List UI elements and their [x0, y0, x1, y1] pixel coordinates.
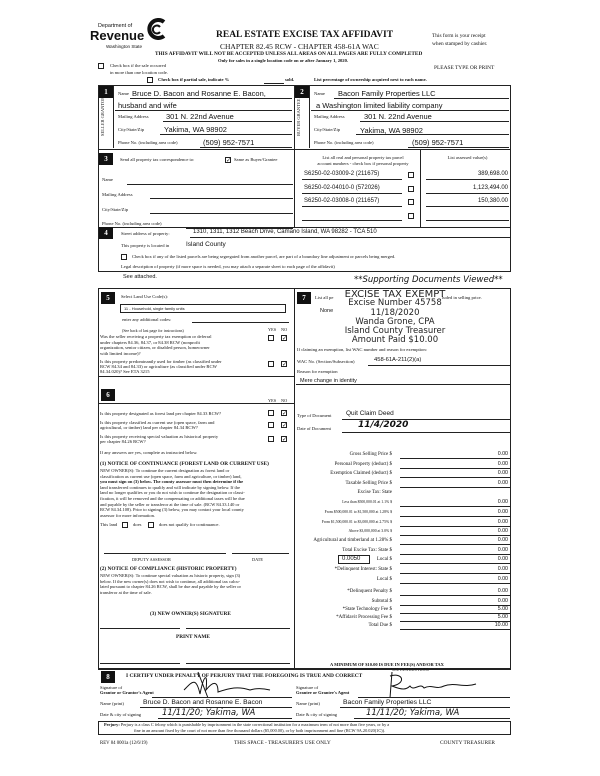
section-7-number: 7: [297, 292, 311, 304]
fee-line: [400, 506, 510, 507]
q-timber-yes[interactable]: [268, 361, 274, 367]
fee-label: Local $: [376, 557, 392, 562]
does-qualify-checkbox[interactable]: [122, 522, 128, 528]
grantee-signature-label: Signature of Grantee or Grantee's Agent: [296, 685, 350, 695]
fee-label: Less than $500,000.01 at 1.1% $: [342, 500, 392, 504]
fee-line: [400, 629, 510, 630]
assessed-value-field[interactable]: 1,123,494.00: [472, 184, 508, 191]
date-note: Only for sales in a single location code on or after January 1, 2020.: [218, 58, 349, 63]
doc-type-field[interactable]: Quit Claim Deed: [346, 410, 394, 417]
grantee-name-label: Name (print): [296, 701, 320, 706]
form-revision: REV 84 0001a (12/6/19): [100, 741, 148, 746]
buyer-mail-label: Mailing Address: [314, 114, 345, 119]
fee-value-field[interactable]: 0.00: [497, 528, 508, 534]
q-current-use-no[interactable]: ✓: [282, 422, 288, 429]
section-8-number: 8: [101, 671, 115, 683]
receipt-note: when stamped by cashier.: [432, 41, 488, 47]
fee-label: Local $: [376, 577, 392, 582]
q-forest: Is this property designated as forest land per chapter 84.33 RCW?: [100, 411, 222, 416]
new-owner-signature-label: (3) NEW OWNER(S) SIGNATURE: [150, 611, 231, 617]
print-name-label: PRINT NAME: [176, 634, 210, 640]
supporting-docs-stamp: **Supporting Documents Viewed**: [354, 275, 503, 285]
assessed-line: [426, 179, 509, 180]
assessor-date-field[interactable]: [232, 553, 289, 554]
parcel-line: [302, 193, 402, 194]
does-label: does: [133, 522, 142, 527]
perjury-notice: Perjury: Perjury is a class C felony which is punishable by imprisonment in the state correctional institution for a maximum term of not more than five years, or by a fine in an amount fixed by the court of not more than five thousand dollars ($5,000.00), or by both imprisonment and fine (RCW 9A.20.020(1C)).: [104, 722, 390, 733]
logo-icon: [146, 18, 168, 40]
fee-label: *Affidavit Processing Fee $: [336, 615, 392, 620]
fee-value-field[interactable]: 0.00: [497, 598, 508, 604]
fee-value-field[interactable]: 0.00: [497, 576, 508, 582]
additional-codes-label: enter any additional codes:: [122, 317, 172, 322]
partial-sale-checkbox[interactable]: [147, 77, 153, 83]
assessed-line: [426, 220, 509, 221]
fee-label: *State Technology Fee $: [342, 607, 392, 612]
reason-field[interactable]: Mere change in identity: [300, 378, 357, 384]
personal-property-checkbox[interactable]: [408, 186, 414, 192]
fee-line: [400, 535, 510, 536]
county-treasurer-label: COUNTY TREASURER: [440, 740, 495, 746]
parcel-line: [302, 220, 402, 221]
personal-property-checkbox[interactable]: [408, 213, 414, 219]
fee-label: Personal Property (deduct) $: [334, 462, 392, 467]
buyer-name-field-2[interactable]: a Washington limited liability company: [316, 101, 443, 110]
section-3-number: 3: [99, 153, 113, 165]
multi-location-label: in more than one location code.: [110, 70, 168, 75]
tax-name-label: Name: [102, 177, 113, 182]
percent-note: List percentage of ownership acquired next to each name.: [314, 77, 427, 82]
segregate-label: Check box if any of the listed parcels are being segregated from another parcel, are part of a boundary line adjustment or parcels being merged.: [132, 254, 396, 259]
doc-type-label: Type of Document: [297, 413, 332, 418]
grantor-signature-label: Signature of Grantor or Grantor's Agent: [100, 685, 154, 695]
personal-property-field[interactable]: None: [320, 308, 334, 314]
deputy-assessor-field[interactable]: [104, 553, 226, 554]
fee-line: [400, 595, 510, 596]
tax-phone-label: Phone No. (including area code): [102, 221, 162, 226]
seller-phone-field[interactable]: (509) 952-7571: [203, 138, 255, 147]
fee-value-field[interactable]: 0.00: [497, 547, 508, 553]
fee-line: [400, 468, 510, 469]
section-5-number: 5: [101, 292, 115, 304]
tax-mail-field[interactable]: [150, 198, 293, 199]
assessed-line: [426, 193, 509, 194]
new-owner-signature-field[interactable]: [100, 628, 180, 629]
treasurer-space-label: THIS SPACE - TREASURER'S USE ONLY: [234, 740, 331, 746]
fee-value-field[interactable]: 0.00: [497, 509, 508, 515]
notice-compliance-text: NEW OWNER(S): To continue special valuation as historic property, sign (3) below. If the new owner(s) does not wish to continue, all additional tax calcu- lated pursuant to chapter 84.26 RCW, shall be due and payable by the seller or transferor at the time of sale.: [100, 573, 242, 595]
grantee-signature[interactable]: [380, 668, 480, 700]
legal-desc-label: Legal description of property (if more space is needed, you may attach a separate sheet to each page of the affidavit): [121, 264, 335, 269]
fee-value-field[interactable]: 0.00: [497, 519, 508, 525]
grantor-date-field[interactable]: 11/11/20; Yakima, WA: [162, 708, 256, 718]
fee-line: [400, 487, 510, 488]
reason-label: Reason for exemption: [297, 369, 338, 374]
fee-value-field[interactable]: 0.00: [497, 470, 508, 476]
grantee-name-field[interactable]: Bacon Family Properties LLC: [343, 699, 432, 706]
no-header: NO: [281, 327, 288, 332]
buyer-phone-field[interactable]: (509) 952-7571: [412, 138, 464, 147]
does-not-label: does not qualify for continuance.: [159, 522, 220, 527]
section-2-number: 2: [295, 86, 309, 98]
parcel-line: [302, 206, 402, 207]
deputy-assessor-label: DEPUTY ASSESSOR: [132, 557, 171, 562]
personal-property-checkbox[interactable]: [408, 172, 414, 178]
parcel-line: [302, 179, 402, 180]
fee-value-field[interactable]: 0.00: [497, 566, 508, 572]
notice-continuance-text: NEW OWNER(S): To continue the current designation as forest land or classification as current use (open space, farm and agriculture, or timber) land, you must sign on (3) below. The county assessor must then determine if the land transferred continues to qualify and will indicate by signing below. If the land no longer qualifies or you do not wish to continue the designation or classi- fication, it will be removed and the compensating or additional taxes will be due and payable by the seller or transferor at the time of sale. (RCW 84.33.140 or RCW 84.34.108). Prior to signing (3) below, you may contact your local county assessor for more information.: [100, 468, 245, 518]
q-current-use: Is this property classified as current use (open space, farm and agricultural, or timber) land per chapter 84.34 RCW?: [100, 420, 215, 430]
q-exemption: Was the seller receiving a property tax exemption or deferral under chapters 84.36, 84.37, or 84.38 RCW (nonprofit organization, senior citizen, or disabled person, homeowner with limited income)?: [100, 334, 212, 356]
fee-line: [400, 544, 510, 545]
no-header: NO: [281, 398, 288, 403]
fee-label: *Delinquent Interest: State $: [334, 567, 392, 572]
assessed-value-field[interactable]: 389,698.00: [477, 171, 508, 177]
seller-side-label: SELLER GRANTOR: [100, 96, 105, 136]
type-or-print: PLEASE TYPE OR PRINT: [434, 65, 495, 71]
fee-line: [400, 583, 510, 584]
land-use-value: 11 - Household, single family units: [124, 306, 185, 311]
fee-line: [400, 554, 510, 555]
warning: THIS AFFIDAVIT WILL NOT BE ACCEPTED UNLESS ALL AREAS ON ALL PAGES ARE FULLY COMPLETED: [155, 51, 423, 57]
local-rate-value: 0.0050: [342, 556, 361, 562]
tax-city-label: City/State/Zip: [102, 207, 129, 212]
fee-line: [400, 477, 510, 478]
fee-line: [400, 573, 510, 574]
notice-compliance-title: (2) NOTICE OF COMPLIANCE (HISTORIC PROPERTY): [100, 566, 237, 572]
fee-value-field[interactable]: 0.00: [497, 451, 508, 457]
wac-label: WAC No. (Section/Subsection): [297, 359, 355, 364]
seller-mail-field[interactable]: 301 N. 22nd Avenue: [166, 112, 234, 121]
section-6-number: 6: [101, 389, 115, 401]
parcel-header: account numbers - check box if personal property: [317, 161, 409, 166]
fee-label: From $1,500,000.01 to $3,000,000 at 2.75% $: [321, 520, 392, 524]
street-field[interactable]: 1310, 1311, 1312 Beach Drive, Camano Island, WA 98282 - TCA 510: [193, 229, 377, 235]
buyer-name-field[interactable]: Bacon Family Properties LLC: [338, 89, 436, 98]
q-historic-yes[interactable]: [268, 436, 274, 442]
fee-label: Subtotal $: [371, 599, 392, 604]
q-exemption-no[interactable]: ✓: [282, 335, 288, 342]
parcel-number-field[interactable]: S6250-02-03008-0 (211657): [304, 198, 380, 204]
fee-value-field[interactable]: 0.00: [497, 537, 508, 543]
section-4-number: 4: [99, 227, 113, 239]
assessed-header: List assessed value(s): [447, 155, 488, 160]
print-name-field[interactable]: [100, 663, 180, 664]
county-field[interactable]: Island County: [186, 241, 226, 248]
fee-label: Gross Selling Price $: [349, 452, 392, 457]
send-tax-label: Send all property tax correspondence to:: [120, 157, 195, 162]
see-back-note: (See back of last page for instructions): [122, 328, 184, 333]
fee-value-field[interactable]: 5.00: [497, 614, 508, 620]
tax-city-field[interactable]: [150, 213, 293, 214]
fee-label: Exemption Claimed (deduct) $: [330, 471, 392, 476]
fee-line: [400, 563, 510, 564]
partial-sold-label: sold.: [285, 77, 295, 82]
fee-label: Taxable Selling Price $: [345, 481, 392, 486]
fee-value-field[interactable]: 0.00: [497, 499, 508, 505]
q-current-use-yes[interactable]: [268, 422, 274, 428]
grantor-name-label: Name (print): [100, 701, 124, 706]
doc-date-field[interactable]: 11/4/2020: [358, 420, 409, 430]
parcel-number-field[interactable]: S6250-02-04010-0 (572026): [304, 184, 380, 191]
new-owner-signature-field[interactable]: [186, 628, 290, 629]
print-name-field[interactable]: [186, 663, 290, 664]
multi-location-checkbox[interactable]: [98, 63, 104, 69]
fee-value-field[interactable]: 0.00: [497, 556, 508, 562]
this-land-label: This land: [100, 522, 118, 527]
assessed-value-field[interactable]: 150,380.00: [477, 198, 508, 204]
q-forest-yes[interactable]: [268, 410, 274, 416]
fee-label: *Delinquent Penalty $: [347, 589, 392, 594]
tax-name-field[interactable]: [127, 184, 293, 185]
logo-state: Washington State: [106, 44, 143, 49]
grantee-date-field[interactable]: 11/11/20; Yakima, WA: [366, 708, 460, 718]
same-as-buyer-label: Same as Buyer/Grantee: [234, 157, 278, 162]
fee-line: [400, 516, 510, 517]
land-use-label: Select Land Use Code(s):: [121, 294, 169, 299]
street-label: Street address of property:: [121, 231, 170, 236]
buyer-city-field[interactable]: Yakima, WA 98902: [360, 126, 423, 135]
seller-phone-label: Phone No. (including area code): [118, 140, 178, 145]
parcel-header: List all real and personal property tax parcel: [322, 155, 404, 160]
q-historic: Is this property receiving special valuation as historical property per chapter 84.26 RCW?: [100, 434, 219, 444]
buyer-mail-field[interactable]: 301 N. 22nd Avenue: [364, 112, 432, 121]
exemption-claim-label: If claiming an exemption, list WAC number and reason for exemption:: [297, 347, 427, 352]
same-as-buyer-checkbox[interactable]: ✓: [226, 157, 232, 164]
fee-line: [400, 458, 510, 459]
fee-label: Agricultural and timberland at 1.28% $: [313, 538, 392, 543]
personal-property-checkbox[interactable]: [408, 199, 414, 205]
logo-dept: Department of: [98, 23, 133, 29]
yes-header: YES: [268, 327, 277, 332]
fee-label: Above $3,000,000 at 3.0% $: [348, 529, 392, 533]
fee-value-field[interactable]: 10.00: [494, 622, 508, 628]
buyer-side-label: BUYER GRANTEE: [296, 98, 301, 136]
q-timber-no[interactable]: ✓: [282, 361, 288, 368]
form-chapter: CHAPTER 82.45 RCW - CHAPTER 458-61A WAC: [220, 42, 379, 51]
assessor-date-label: DATE: [252, 557, 263, 562]
grantee-date-label: Date & city of signing: [296, 712, 338, 717]
fee-value-field[interactable]: 0.00: [497, 480, 508, 486]
grantor-signature[interactable]: [178, 668, 278, 700]
doc-date-label: Date of Document: [297, 426, 331, 431]
parcel-number-field[interactable]: S6250-02-03009-2 (211675): [304, 171, 380, 177]
receipt-note: This form is your receipt: [432, 33, 486, 39]
partial-sale-label: Check box if partial sale, indicate %: [158, 77, 230, 82]
fee-line: [400, 526, 510, 527]
seller-name-field[interactable]: Bruce D. Bacon and Rosanne E. Bacon,: [132, 89, 266, 98]
does-not-qualify-checkbox[interactable]: [148, 522, 154, 528]
assessed-line: [426, 206, 509, 207]
located-label: This property is located in: [121, 243, 170, 248]
notice-continuance-title: (1) NOTICE OF CONTINUANCE (FOREST LAND OR CURRENT USE): [100, 461, 269, 467]
multi-location-label: Check box if the sale occurred: [110, 63, 166, 68]
seller-city-label: City/State/Zip: [118, 127, 145, 132]
buyer-name-label: Name: [314, 91, 325, 96]
fee-value-field[interactable]: 0.00: [497, 461, 508, 467]
tax-mail-label: Mailing Address: [102, 192, 133, 197]
logo-revenue: Revenue: [90, 28, 145, 43]
seller-city-field[interactable]: Yakima, WA 98902: [164, 125, 227, 134]
fee-value-field[interactable]: 0.00: [497, 588, 508, 594]
q-forest-no[interactable]: ✓: [282, 410, 288, 417]
fee-label: From $500,000.01 to $1,500,000 at 1.28% $: [324, 510, 392, 514]
grantor-name-field[interactable]: Bruce D. Bacon and Rosanne E. Bacon: [143, 699, 263, 706]
seller-name-field-2[interactable]: husband and wife: [118, 101, 177, 110]
personal-property-label: luded in selling price.: [442, 295, 482, 300]
additional-codes-field[interactable]: [192, 322, 289, 323]
certify-statement: I CERTIFY UNDER PENALTY OF PERJURY THAT THE FOREGOING IS TRUE AND CORRECT: [126, 673, 363, 679]
q-exemption-yes[interactable]: [268, 335, 274, 341]
seller-mail-label: Mailing Address: [118, 114, 149, 119]
excise-exempt-stamp: EXCISE TAX EXEMPT Excise Number 45758 11/18/2020 Wanda Grone, CPA Island County Treasurer Amount Paid $10.00: [344, 289, 446, 346]
q-timber: Is this property predominantly used for timber (as classified under RCW 84.34 and 84.33) or agriculture (as classified under RCW 84.34.020)? See ETA 3215: [100, 359, 222, 374]
personal-property-label: List all pe: [315, 295, 334, 300]
fee-label: Total Due $: [368, 623, 392, 628]
seller-name-label: Name: [118, 91, 129, 96]
fee-value-field[interactable]: 5.00: [497, 606, 508, 612]
if-yes-note: If any answers are yes, complete as instructed below.: [100, 450, 198, 455]
see-instructions-note: *SEE INSTRUCTIONS: [390, 667, 430, 672]
buyer-city-label: City/State/Zip: [314, 127, 341, 132]
legal-desc-field[interactable]: See attached.: [123, 274, 157, 280]
q-historic-no[interactable]: ✓: [282, 436, 288, 443]
section-1-number: 1: [99, 86, 113, 98]
form-title: REAL ESTATE EXCISE TAX AFFIDAVIT: [216, 30, 394, 40]
yes-header: YES: [268, 398, 277, 403]
buyer-phone-label: Phone No. (including area code): [314, 140, 374, 145]
minimum-due-note: A MINIMUM OF $10.00 IS DUE IN FEE(S) AND/OR TAX: [330, 662, 444, 667]
grantor-date-label: Date & city of signing: [100, 712, 142, 717]
segregate-checkbox[interactable]: [121, 254, 127, 260]
fee-label: Excise Tax: State: [357, 490, 392, 495]
fee-label: Total Excise Tax: State $: [342, 548, 392, 553]
wac-field[interactable]: 458-61A-211(2)(a): [374, 357, 422, 363]
